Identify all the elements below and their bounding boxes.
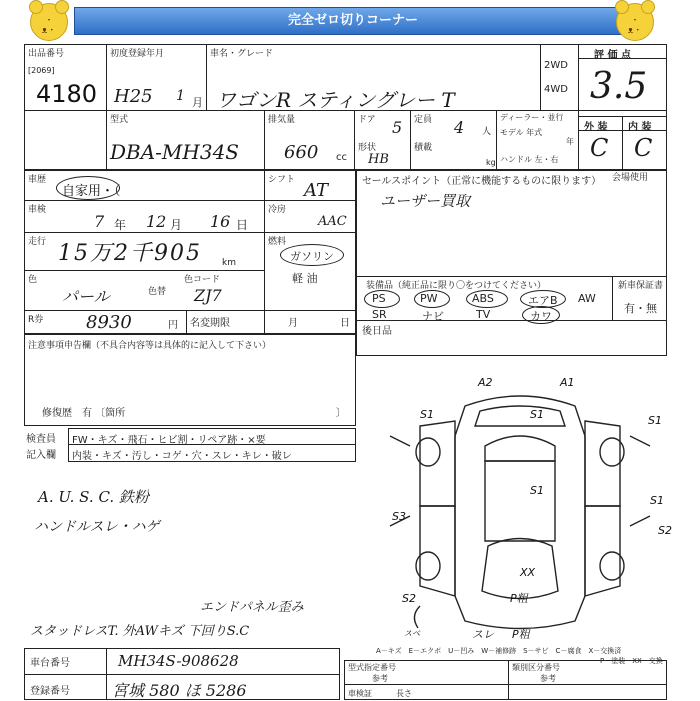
right-rear-door	[585, 506, 620, 596]
memo-line-4: スタッドレスT. 外AWキズ 下回りS.C	[30, 624, 250, 639]
equip-sr: SR	[372, 308, 387, 321]
banner-title: 完全ゼロ切りコーナー	[74, 7, 632, 35]
mark-s2-1: S2	[658, 524, 672, 537]
capacity-value: 4	[454, 118, 465, 137]
inspector-row-1: FW・キズ・飛石・ヒビ割・リペア跡・×要	[72, 435, 266, 446]
left-rear-door	[420, 506, 455, 596]
warranty-value: 有・無	[624, 302, 657, 315]
chassis-label: 車台番号	[30, 658, 70, 669]
memo-line-3: エンドパネル歪み	[200, 600, 304, 615]
shift-value: AT	[304, 180, 329, 201]
door-label: ドア	[358, 115, 376, 125]
capacity-label: 定員	[414, 115, 433, 125]
equip-abs: ABS	[472, 292, 494, 305]
equip-navi: ナビ	[422, 310, 444, 323]
name-change-month: 月	[288, 318, 298, 329]
history-label: 車歴	[28, 175, 47, 185]
equipment-title: 装備品（純正品に限り〇をつけてください）	[366, 281, 547, 291]
inspector-row-2: 内装・キズ・汚し・コゲ・穴・スレ・キレ・破レ	[72, 451, 292, 462]
cert-label: 車検証	[348, 689, 372, 698]
memo-line-2: ハンドルスレ・ハゲ	[34, 519, 160, 535]
model-label: 型式	[110, 115, 129, 125]
int-label: 内 装	[628, 122, 652, 133]
mark-s2-2: S2	[402, 592, 416, 605]
hood-panel	[475, 406, 565, 426]
kg-unit: kg	[486, 158, 496, 167]
inspection-year: 7	[94, 212, 105, 231]
equip-tv: TV	[476, 308, 491, 321]
windshield	[485, 436, 555, 461]
history-value: 自家用・（	[62, 184, 121, 199]
name-change-day: 日	[340, 318, 350, 329]
reg-label: 登録番号	[30, 686, 70, 697]
repair-label: 修復歴 有 〔箇所	[42, 408, 126, 419]
dealer-label: ディーラー・並行	[500, 113, 564, 122]
car-damage-diagram	[380, 366, 680, 646]
fuel-label: 燃料	[268, 237, 287, 247]
mascot-icon: ・ᴥ・	[30, 3, 68, 41]
first-reg-year: H25	[114, 86, 153, 107]
recycle-label: R券	[28, 315, 44, 325]
car-name: ワゴンR スティングレー T	[216, 88, 455, 112]
load-label: 積載	[414, 143, 433, 153]
aircon-value: AAC	[318, 214, 347, 229]
inspection-year-unit: 年	[114, 218, 127, 232]
memo-line-1: A. U. S. C. 鉄粉	[38, 488, 149, 506]
sales-title: セールスポイント（正常に機能するものに限ります）	[362, 176, 602, 187]
inspection-month-unit: 月	[170, 218, 183, 232]
equip-leather: カワ	[530, 310, 552, 323]
mileage-label: 走行	[28, 237, 47, 247]
4wd-label: 4WD	[544, 84, 568, 95]
lot-small: [2069]	[28, 66, 55, 75]
model-cert-ref: 参考	[372, 674, 388, 683]
first-reg-month: 1	[176, 88, 185, 104]
inspector-label-2: 記入欄	[26, 450, 56, 461]
2wd-label: 2WD	[544, 60, 568, 71]
mark-s1-2: S1	[530, 408, 544, 421]
roof-panel	[485, 461, 555, 541]
displacement-value: 660	[284, 142, 319, 163]
after-label: 後日品	[362, 326, 392, 337]
mark-sure: スレ	[472, 628, 494, 641]
color-code-value: ZJ7	[194, 286, 222, 305]
mark-sube: スベ	[404, 629, 420, 638]
aircon-label: 冷房	[268, 205, 287, 215]
displacement-label: 排気量	[268, 115, 296, 125]
repair-close: 〕	[336, 408, 346, 419]
cc-unit: cc	[336, 152, 347, 163]
venue-label: 会場使用	[612, 173, 649, 183]
ext-label: 外 装	[584, 122, 608, 133]
name-change-label: 名変期限	[190, 318, 230, 329]
shape-label: 形状	[358, 143, 377, 153]
sales-text: ユーザー買取	[380, 192, 471, 210]
banner	[0, 0, 700, 42]
int-grade: C	[634, 134, 653, 162]
length-label: 長さ	[396, 689, 412, 698]
equip-aw: AW	[578, 292, 596, 305]
mark-s1-3: S1	[648, 414, 662, 427]
inspection-day: 16	[210, 212, 231, 231]
yen-unit: 円	[168, 320, 178, 331]
shift-label: シフト	[268, 175, 296, 185]
car-name-label: 車名・グレード	[210, 49, 274, 59]
chassis-value: MH34S-908628	[118, 652, 239, 670]
mascot-icon: ・ᴥ・	[616, 3, 654, 41]
mark-s1-4: S1	[530, 484, 544, 497]
mark-xx: XX	[520, 566, 536, 579]
right-front-door	[585, 421, 620, 506]
equip-pw: PW	[420, 292, 438, 305]
mark-s3: S3	[392, 510, 406, 523]
equip-ps: PS	[372, 292, 386, 305]
lot-label: 出品番号	[28, 49, 65, 59]
month-unit: 月	[192, 96, 203, 109]
inspector-label-1: 検査員	[26, 434, 56, 445]
mark-s1-5: S1	[650, 494, 664, 507]
class-ref: 参考	[540, 674, 556, 683]
first-reg-label: 初度登録年月	[110, 49, 165, 59]
lot-number: 4180	[36, 80, 98, 108]
inspection-day-unit: 日	[236, 218, 249, 232]
score-label: 評 価 点	[594, 50, 631, 61]
door-value: 5	[392, 118, 403, 137]
mark-a1: A1	[560, 376, 575, 389]
tone-label: 色替	[148, 287, 167, 297]
ext-grade: C	[590, 134, 609, 162]
notes-label: 注意事項申告欄（不具合内容等は具体的に記入して下さい）	[28, 341, 272, 351]
inspection-label: 車検	[28, 205, 47, 215]
mark-a2: A2	[478, 376, 493, 389]
color-code-label: 色コード	[184, 275, 221, 285]
score-value: 3.5	[590, 66, 648, 107]
km-unit: km	[222, 258, 236, 268]
class-label: 類別区分番号	[512, 663, 560, 672]
damage-legend-2: P－塗装 XX－交換	[600, 657, 663, 665]
model-cert-label: 型式指定番号	[348, 663, 396, 672]
left-front-door	[420, 421, 455, 506]
fuel-diesel: 軽 油	[292, 272, 318, 285]
damage-legend: A－キズ E－エクボ U－凹み W－補修跡 S－サビ C－腐食 X－交換済	[376, 647, 622, 655]
reg-value: 宮城 580 ほ 5286	[112, 681, 247, 700]
person-unit: 人	[482, 127, 492, 137]
mark-p-2: P粗	[512, 628, 530, 641]
warranty-label: 新車保証書	[618, 281, 664, 291]
model-value: DBA-MH34S	[110, 140, 240, 164]
mark-s1-1: S1	[420, 408, 434, 421]
recycle-value: 8930	[86, 312, 132, 333]
handle-label: ハンドル 左・右	[500, 155, 559, 164]
nen-unit: 年	[566, 137, 574, 146]
fuel-gasoline: ガソリン	[290, 250, 334, 263]
model-year-label: モデル 年式	[500, 128, 543, 137]
mark-p-1: P粗	[510, 592, 528, 605]
inspection-month: 12	[146, 212, 167, 231]
fuel-circle	[280, 244, 344, 266]
color-label: 色	[28, 275, 38, 285]
history-circle	[56, 176, 120, 200]
color-value: パール	[62, 287, 110, 306]
equip-airbag: エアB	[528, 294, 558, 307]
mileage-value: 15万2千905	[58, 241, 202, 266]
shape-value: HB	[368, 152, 389, 167]
